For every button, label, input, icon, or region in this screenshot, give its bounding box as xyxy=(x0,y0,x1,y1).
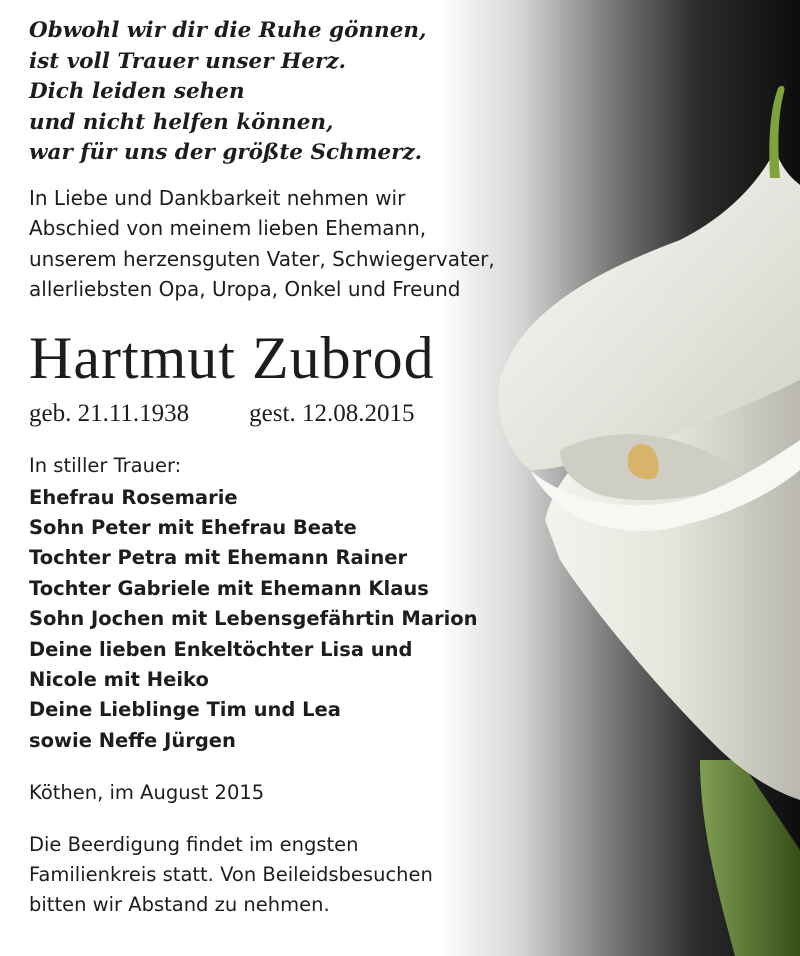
notice-line: Familienkreis statt. Von Beileidsbesuchen xyxy=(29,863,433,887)
birth-date: geb. 21.11.1938 xyxy=(29,399,190,427)
family-member: sowie Neffe Jürgen xyxy=(29,728,236,752)
obituary-text xyxy=(29,16,589,920)
intro-line: allerliebsten Opa, Uropa, Onkel und Freund xyxy=(29,277,461,301)
place-date: Köthen, im August 2015 xyxy=(29,781,265,805)
poem-line: war für uns der größte Schmerz. xyxy=(29,140,423,165)
intro-line: Abschied von meinem lieben Ehemann, xyxy=(29,216,427,240)
family-member: Tochter Petra mit Ehemann Rainer xyxy=(29,546,408,570)
poem-line: Dich leiden sehen xyxy=(29,79,245,104)
memorial-poem xyxy=(29,16,589,169)
family-member: Ehefrau Rosemarie xyxy=(29,485,238,509)
poem-line: und nicht helfen können, xyxy=(29,109,334,135)
family-list xyxy=(29,483,589,757)
family-member: Nicole mit Heiko xyxy=(29,667,209,691)
family-member: Deine lieben Enkeltöchter Lisa und xyxy=(29,637,413,661)
poem-line: Obwohl wir dir die Ruhe gönnen, xyxy=(29,18,427,43)
family-member: Tochter Gabriele mit Ehemann Klaus xyxy=(29,576,429,600)
family-member: Sohn Jochen mit Lebensgefährtin Marion xyxy=(29,607,478,631)
death-date: gest. 12.08.2015 xyxy=(249,399,415,427)
mourning-label: In stiller Trauer: xyxy=(29,453,182,477)
intro-text xyxy=(29,183,589,305)
poem-line: ist voll Trauer unser Herz. xyxy=(29,48,347,74)
notice-line: Die Beerdigung findet im engsten xyxy=(29,833,359,857)
intro-line: unserem herzensguten Vater, Schwiegervater, xyxy=(29,246,495,271)
family-member: Deine Lieblinge Tim und Lea xyxy=(29,698,341,722)
petal-tip xyxy=(769,86,784,178)
life-dates xyxy=(29,399,589,429)
notice-line: bitten wir Abstand zu nehmen. xyxy=(29,893,330,917)
intro-line: In Liebe und Dankbarkeit nehmen wir xyxy=(29,185,406,210)
deceased-name: Hartmut Zubrod xyxy=(29,324,435,391)
funeral-notice xyxy=(29,830,589,920)
family-member: Sohn Peter mit Ehefrau Beate xyxy=(29,515,357,539)
